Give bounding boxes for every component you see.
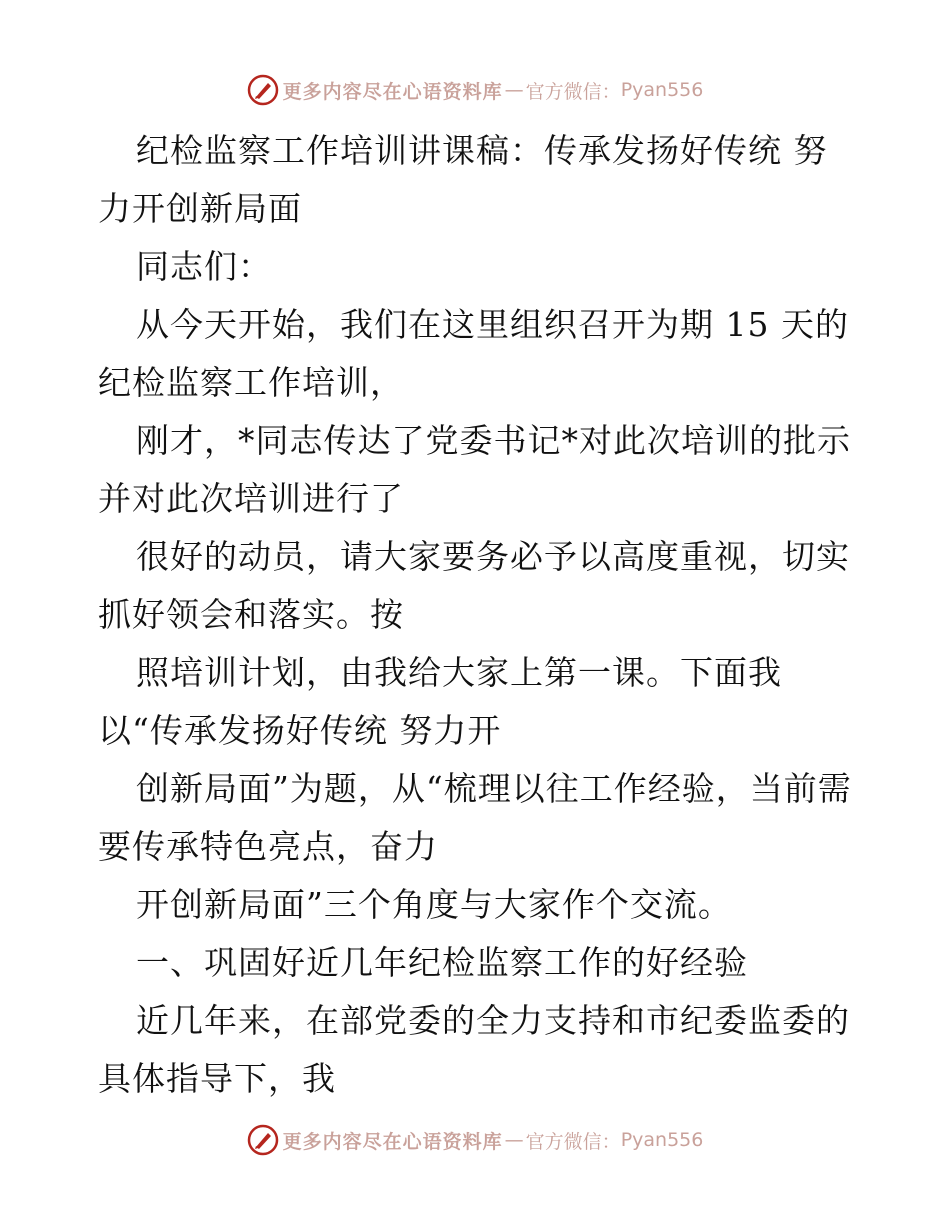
banner-site-text: 更多内容尽在心语资料库 [282, 80, 503, 103]
paragraph: 近几年来，在部党委的全力支持和市纪委监委的具体指导下，我 [98, 1001, 850, 1098]
footer-watermark-banner [0, 1120, 950, 1160]
quill-logo-icon [247, 1124, 279, 1156]
banner-wechat-label: 官方微信： [525, 1130, 621, 1153]
paragraph: 很好的动员，请大家要务必予以高度重视，切实抓好领会和落实。按 [98, 537, 850, 634]
document-body [98, 122, 858, 1108]
banner-wechat-id: Pyan556 [620, 1129, 704, 1151]
document-title: 纪检监察工作培训讲课稿：传承发扬好传统 努力开创新局面 [98, 131, 828, 228]
paragraph: 从今天开始，我们在这里组织召开为期 15 天的纪检监察工作培训， [98, 305, 849, 402]
paragraph: 创新局面”为题，从“梳理以往工作经验，当前需要传承特色亮点，奋力 [98, 769, 852, 866]
salutation: 同志们： [136, 247, 272, 286]
banner-site-text: 更多内容尽在心语资料库 [282, 1130, 503, 1153]
quill-logo-icon [247, 74, 279, 106]
paragraph: 照培训计划，由我给大家上第一课。下面我以“传承发扬好传统 努力开 [98, 653, 782, 750]
section-heading: 一、巩固好近几年纪检监察工作的好经验 [136, 943, 748, 982]
paragraph: 刚才，*同志传达了党委书记*对此次培训的批示并对此次培训进行了 [98, 421, 851, 518]
banner-separator: — [504, 79, 524, 101]
banner-wechat-label: 官方微信： [525, 80, 621, 103]
banner-wechat-id: Pyan556 [620, 79, 704, 101]
banner-separator: — [504, 1129, 524, 1151]
paragraph: 开创新局面”三个角度与大家作个交流。 [136, 885, 732, 924]
header-watermark-banner [0, 70, 950, 110]
